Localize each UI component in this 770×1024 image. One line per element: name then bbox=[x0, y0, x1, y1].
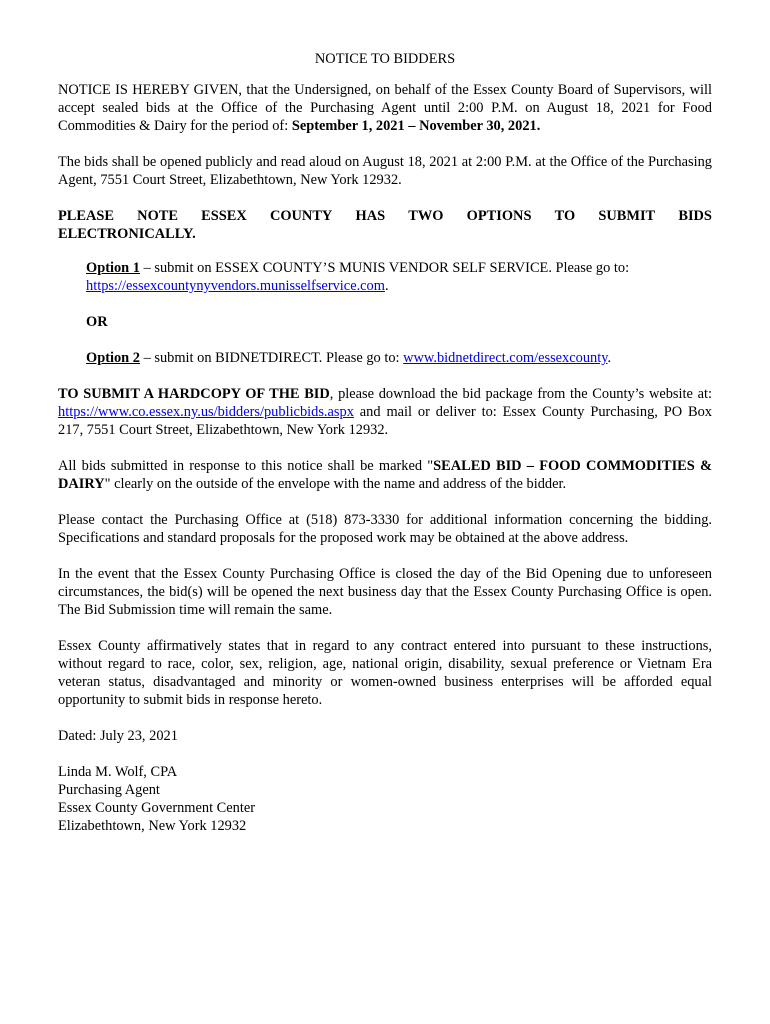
electronic-word: COUNTY bbox=[269, 208, 333, 224]
signer-org: Essex County Government Center bbox=[58, 800, 256, 816]
signer-name: Linda M. Wolf, CPA bbox=[58, 764, 178, 780]
option-2-label: Option 2 bbox=[86, 350, 140, 366]
electronic-word: BIDS bbox=[678, 208, 712, 224]
option-1 bbox=[86, 259, 712, 295]
option-1-end: . bbox=[384, 278, 389, 294]
hardcopy-text-2: and mail or deliver to: Essex County Purchasing, PO Box 217, 7551 Court Street, Elizabethtown, New York 12932. bbox=[58, 404, 712, 438]
page-title: NOTICE TO BIDDERS bbox=[314, 51, 456, 67]
notice-text: NOTICE IS HEREBY GIVEN, that the Undersigned, on behalf of the Essex County Board of Supervisors, will accept sealed bids at the Office of the Purchasing Agent until 2:00 P.M. on August 18, 2021 for Food Commodities & Dairy for the period of: bbox=[58, 82, 712, 134]
electronic-word: HAS bbox=[355, 208, 386, 224]
option-2 bbox=[86, 349, 712, 367]
hardcopy-paragraph bbox=[58, 385, 712, 439]
electronic-word: PLEASE bbox=[58, 208, 114, 224]
bidnet-link[interactable]: www.bidnetdirect.com/essexcounty bbox=[403, 350, 608, 366]
electronic-word: TWO bbox=[408, 208, 444, 224]
option-2-text: – submit on BIDNETDIRECT. Please go to: bbox=[139, 350, 404, 366]
marking-label: SEALED BID – FOOD COMMODITIES & DAIRY bbox=[58, 458, 712, 492]
publicbids-link[interactable]: https://www.co.essex.ny.us/bidders/publicbids.aspx bbox=[58, 404, 354, 420]
option-1-text: – submit on ESSEX COUNTY’S MUNIS VENDOR SELF SERVICE. Please go to: bbox=[139, 260, 630, 276]
option-1-label: Option 1 bbox=[86, 260, 140, 276]
marking-text-1: All bids submitted in response to this notice shall be marked " bbox=[58, 458, 434, 474]
bid-period: September 1, 2021 – November 30, 2021. bbox=[291, 118, 541, 134]
electronic-notice bbox=[58, 207, 712, 243]
dated-line: Dated: July 23, 2021 bbox=[58, 728, 178, 744]
affirmative-paragraph: Essex County affirmatively states that in regard to any contract entered into pursuant to these instructions, without regard to race, color, sex, religion, age, national origin, disability, sexual preference or Vietnam Era veteran status, disadvantaged and minority or women-owned business enterprises will be afforded equal opportunity to submit bids in response hereto. bbox=[58, 638, 712, 708]
notice-document bbox=[58, 50, 712, 835]
option-2-end: . bbox=[607, 350, 612, 366]
electronic-word: TO bbox=[554, 208, 576, 224]
munis-link[interactable]: https://essexcountynyvendors.munisselfservice.com bbox=[86, 278, 385, 294]
contact-paragraph: Please contact the Purchasing Office at (518) 873-3330 for additional information concerning the bidding. Specifications and standard proposals for the proposed work may be obtained at the above address. bbox=[58, 512, 712, 546]
electronic-notice-last: ELECTRONICALLY. bbox=[58, 226, 196, 242]
closure-paragraph: In the event that the Essex County Purchasing Office is closed the day of the Bid Opening due to unforeseen circumstances, the bid(s) will be opened the next business day that the Essex County Purchasing Office is open. The Bid Submission time will remain the same. bbox=[58, 566, 712, 618]
signer-address: Elizabethtown, New York 12932 bbox=[58, 818, 247, 834]
electronic-word: ESSEX bbox=[201, 208, 247, 224]
electronic-word: NOTE bbox=[137, 208, 178, 224]
marking-paragraph bbox=[58, 457, 712, 493]
hardcopy-heading: TO SUBMIT A HARDCOPY OF THE BID bbox=[58, 386, 330, 402]
signature-block bbox=[58, 763, 712, 835]
electronic-notice-line bbox=[58, 207, 712, 225]
opening-paragraph: The bids shall be opened publicly and read aloud on August 18, 2021 at 2:00 P.M. at the Office of the Purchasing Agent, 7551 Court Street, Elizabethtown, New York 12932. bbox=[58, 154, 712, 188]
notice-paragraph bbox=[58, 81, 712, 135]
signer-role: Purchasing Agent bbox=[58, 782, 160, 798]
electronic-word: OPTIONS bbox=[466, 208, 532, 224]
or-divider: OR bbox=[86, 314, 108, 330]
electronic-word: SUBMIT bbox=[598, 208, 656, 224]
marking-text-2: " clearly on the outside of the envelope with the name and address of the bidder. bbox=[104, 476, 567, 492]
hardcopy-text-1: , please download the bid package from the County’s website at: bbox=[329, 386, 712, 402]
